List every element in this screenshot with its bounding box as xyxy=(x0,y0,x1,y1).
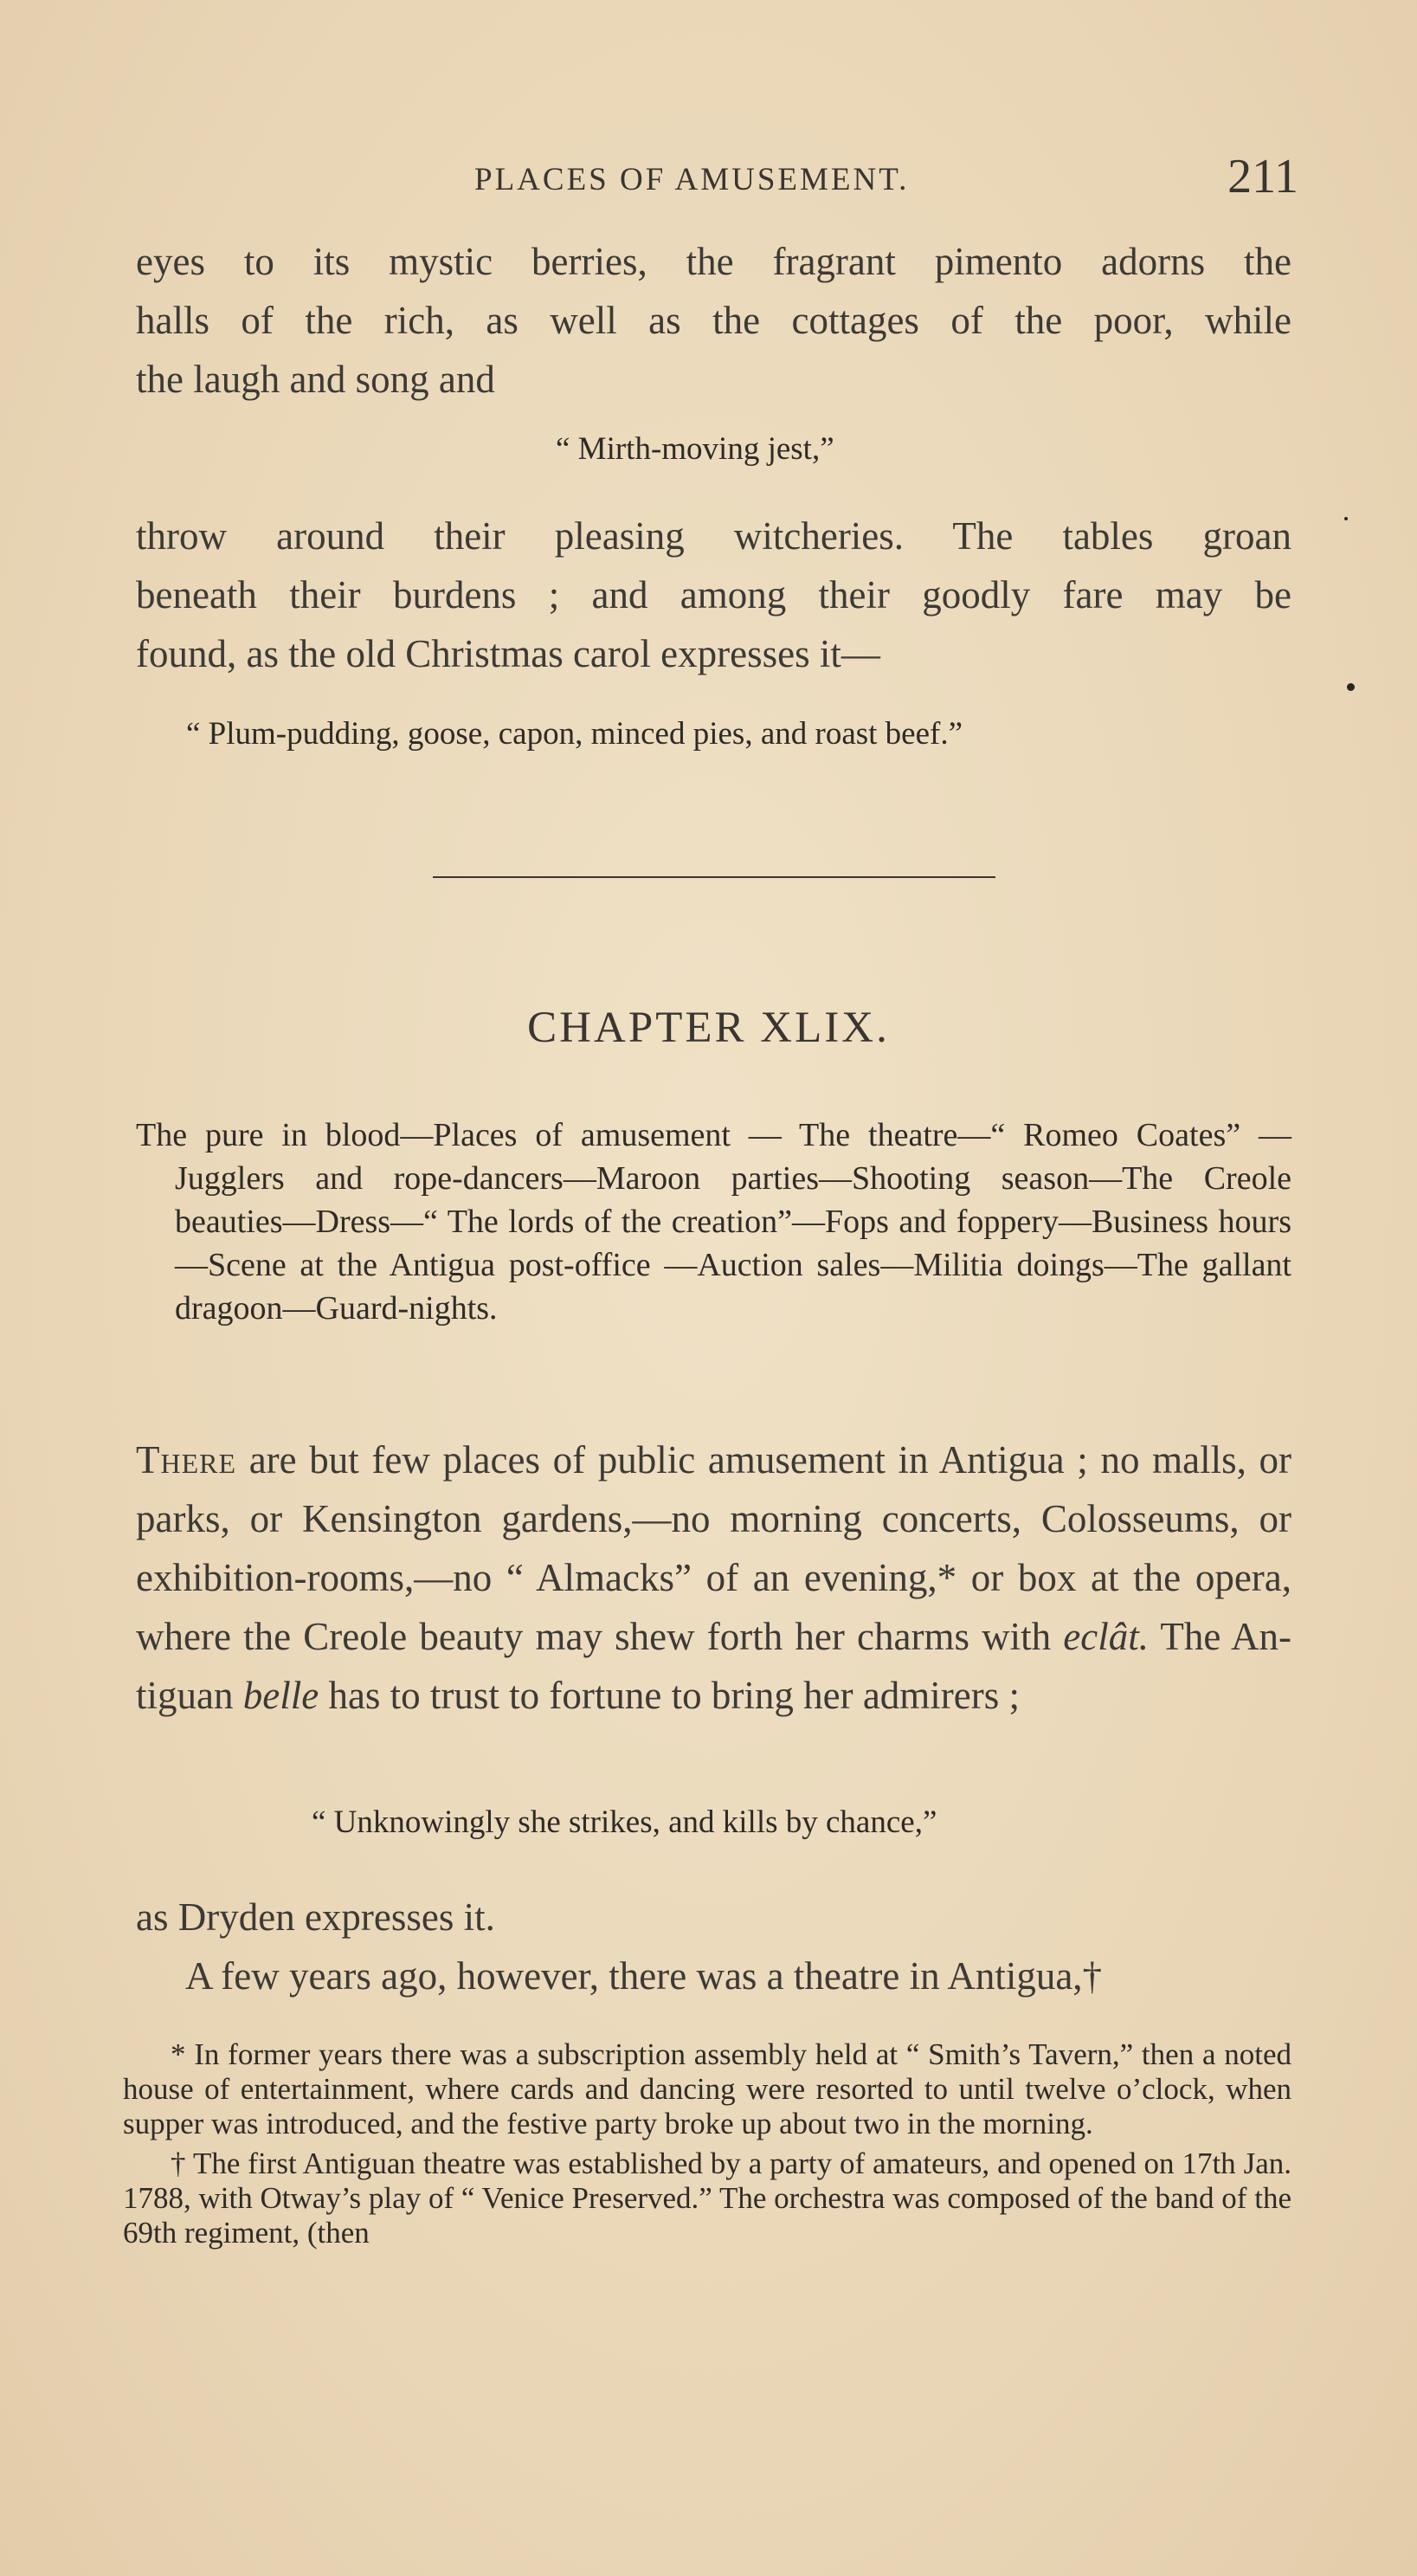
text-line: eyes to its mystic berries, the fragrant pimento adorns the xyxy=(136,240,1291,283)
main-paragraph xyxy=(136,1430,1291,1725)
footnotes xyxy=(123,2037,1291,2256)
text-line: A few years ago, however, there was a theatre in Antigua,† xyxy=(185,1954,1103,1998)
text-line: beneath their burdens ; and among their goodly fare may be xyxy=(136,573,1291,617)
verse-quote: “ Plum-pudding, goose, capon, minced pies, and roast beef.” xyxy=(186,716,963,752)
page-number: 211 xyxy=(1227,150,1298,203)
ink-speck xyxy=(1347,683,1355,691)
chapter-heading: CHAPTER XLIX. xyxy=(527,1004,890,1052)
text-line: throw around their pleasing witcheries. The tables groan xyxy=(136,514,1291,558)
text-line: halls of the rich, as well as the cottages of the poor, while xyxy=(136,299,1291,342)
text-line: the laugh and song and xyxy=(136,358,495,401)
verse-quote: “ Mirth-moving jest,” xyxy=(556,431,834,467)
opening-paragraph xyxy=(136,232,1291,409)
text-line: as Dryden expresses it. xyxy=(136,1895,495,1939)
italic-text: belle xyxy=(242,1674,319,1717)
second-paragraph xyxy=(136,507,1291,683)
footnote: * In former years there was a subscription assembly held at “ Smith’s Tavern,” then a noted house of entertainment, where cards and dancing were resorted to until twelve o’clock, when supper was introduced, and the festive party broke up about two in the morning. xyxy=(123,2037,1291,2140)
footnote: † The first Antiguan theatre was established by a party of amateurs, and opened on 17th Jan. 1788, with Otway’s play of “ Venice Preserved.” The orchestra was composed of the band of the 69th regiment, (then xyxy=(123,2147,1291,2250)
text-run: has to trust to fortune to bring her admirers ; xyxy=(319,1674,1021,1717)
text-run: are but few places of public amusement in Antigua ; no malls, or parks, or Kensington gardens,—no morning concerts, Colosseums, or exhibition-rooms,—no “ Almacks” of an evening,* or box at the opera, where the Creole beauty may shew forth her charms with xyxy=(136,1438,1291,1658)
text-line: found, as the old Christmas carol expresses it— xyxy=(136,632,880,675)
main-paragraph-text xyxy=(136,1430,1291,1725)
running-head xyxy=(474,149,1298,210)
italic-text: eclât. xyxy=(1063,1615,1149,1658)
ink-speck xyxy=(1344,517,1348,520)
running-head-title: PLACES OF AMUSEMENT. xyxy=(474,162,910,197)
drop-word: There xyxy=(136,1438,237,1482)
text-run: The An-tiguan xyxy=(136,1615,1291,1717)
verse-quote: “ Unknowingly she strikes, and kills by chance,” xyxy=(312,1804,937,1840)
chapter-summary xyxy=(136,1114,1291,1330)
closing-lines xyxy=(136,1888,1291,2005)
section-divider xyxy=(433,876,995,878)
chapter-summary-text: The pure in blood—Places of amusement — The theatre—“ Romeo Coates” — Jugglers and rope-dancers—Maroon parties—Shooting season—The Creole beauties—Dress—“ The lords of the creation”—Fops and foppery—Business hours—Scene at the Antigua post-office —Auction sales—Militia doings—The gallant dragoon—Guard-nights. xyxy=(136,1117,1291,1327)
